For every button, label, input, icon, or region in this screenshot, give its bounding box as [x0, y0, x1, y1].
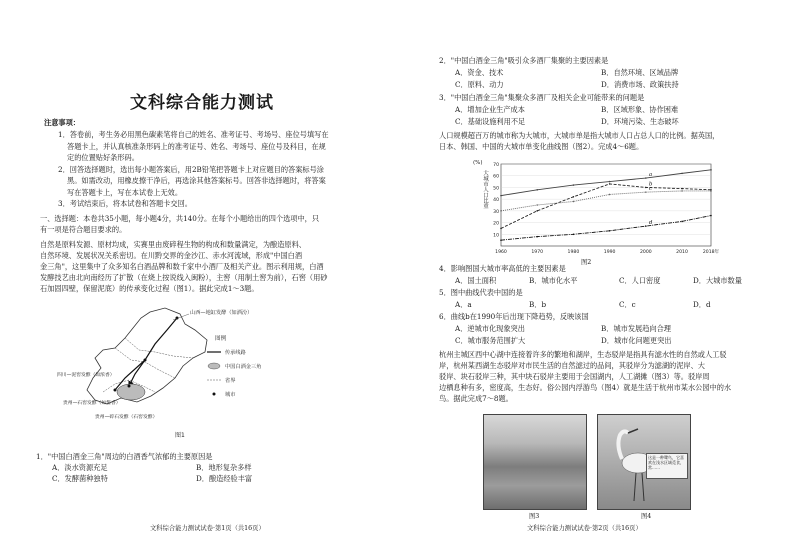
chart-point-c: [573, 201, 575, 203]
notice-line: 黑。如需改动，用橡皮擦干净后，再选涂其他答案标号。回答非选择题时，将答案: [67, 176, 326, 185]
passage-line: 日本、韩国、中国的大城市单变化曲线图（图2）。完成4～6题。: [439, 142, 644, 151]
chart-point-d: [681, 221, 683, 223]
chart-y-axis-unit: (%): [473, 160, 483, 166]
q4-option-c: C．人口密度: [619, 276, 661, 285]
q3-stem: 3．"中国白酒金三角"集聚众多酒厂及相关企业可能带来的问题是: [439, 93, 645, 102]
q6-option-d: D．城市化问题更突出: [601, 336, 672, 345]
passage-line: 自然是原料发源、原材均成，实赛里由废碎程生物的构成和数量满定，为酿造原料、: [40, 240, 306, 249]
passage-line: 金三角"，这里集中了众多知名白酒品牌和数千家中小酒厂及相关产业。图示利用规，白酒: [40, 262, 324, 271]
chart-x-tick-label: 2018年: [702, 250, 720, 255]
passage-line: 鸟。据此完成7～8题。: [439, 394, 513, 403]
chart-point-a: [710, 169, 712, 171]
chart-x-tick-label: 2000: [639, 250, 652, 255]
passage-line: 杭州主城区西中心湖中连接着许多的繁地和湖岸，生态驳岸是指具有滤水性的自然或人工驳: [439, 350, 727, 359]
chart-plot-frame: [501, 164, 711, 246]
passage-line: 边栖息种有多，密度高，生态好。俗公园内浮游鸟（图4）就是生活于杭州市某水公园中的水: [439, 383, 732, 392]
chart-point-d: [500, 239, 502, 241]
map-legend-triangle: 中国白酒金三角: [225, 364, 262, 370]
chart-y-tick-label: 50: [493, 186, 499, 192]
notice-line: 3．考试结束后，将本试卷和答题卡交回。: [58, 199, 192, 208]
q3-option-d: D．环境污染、生态破坏: [601, 117, 679, 126]
chart-point-b: [645, 187, 647, 189]
q3-option-c: C．基础设施利用不足: [455, 117, 526, 126]
photo-figure-3-lake-shore: [483, 414, 587, 510]
chart-point-b: [500, 228, 502, 230]
chart-point-a: [645, 177, 647, 179]
map-label-guizhou-south: 贵州—碎石发酵（石窖发酵）: [95, 415, 158, 420]
notice-line: 2．回答选择题时，选出每小题答案后，用2B铅笔把答题卡上对应题目的答案标号涂: [58, 164, 324, 174]
chart-point-c: [710, 190, 712, 192]
chart-x-tick-label: 1960: [495, 250, 507, 255]
figure-4-caption: 图4: [641, 513, 652, 520]
figure-1-caption: 图1: [175, 432, 185, 439]
chart-point-a: [681, 173, 683, 175]
chart-y-tick-label: 60: [493, 174, 499, 180]
q5-option-b: B．b: [529, 300, 547, 309]
map-label-mud: 四川—泥窖发酵（如浓香）: [57, 373, 115, 378]
chart-series-label-a: a: [648, 172, 653, 179]
map-label-stone: 贵州—石窖发酵（如酱香）: [63, 401, 121, 406]
q2-stem: 2．"中国白酒金三角"吸引众多酒厂集聚的主要因素是: [439, 56, 609, 65]
chart-point-d: [573, 233, 575, 235]
chart-x-tick-label: 2010: [676, 250, 688, 255]
chart-series-label-d: d: [648, 220, 653, 227]
passage-line: 自然环境、发展状况关系密切。在川黔交界的金沙江、赤水河流域，形成"中国白酒: [40, 251, 303, 260]
chart-y-axis-label: 大城市人口比重: [482, 170, 488, 209]
chart-point-a: [609, 181, 611, 183]
footer-left: 文科综合能力测试试卷·第1页（共16页）: [150, 525, 265, 532]
chart-point-d: [645, 225, 647, 227]
q4-option-a: A．国土面积: [455, 276, 497, 285]
passage-line: 石加固四壁，保留泥底）的传承变化过程（图1）。据此完成1～3题。: [40, 284, 259, 293]
chart-point-b: [536, 210, 538, 212]
chart-series-a-line: [501, 170, 711, 196]
map-legend-title: 图例: [215, 336, 227, 342]
chart-point-b: [609, 183, 611, 185]
chart-point-b: [573, 196, 575, 198]
figure-3-caption: 图3: [529, 513, 540, 520]
chart-point-d: [536, 236, 538, 238]
map-legend-border: 省界: [225, 378, 236, 384]
q2-option-a: A．资金、技术: [455, 68, 504, 77]
chart-y-tick-label: 40: [493, 198, 499, 204]
figure-2-caption: 图2: [581, 259, 592, 266]
photo-figure-4-wading-bird: [597, 414, 691, 510]
chart-point-b: [681, 188, 683, 190]
chart-point-c: [500, 210, 502, 212]
passage-line: 岸，杭州某西湖生态驳岸对市民生活的自然滤过的品间，其驳岸分为滤湖的泥岸、大: [439, 361, 705, 370]
q6-option-b: B．城市发展趋向合理: [601, 324, 671, 333]
chart-x-tick-label: 1990: [603, 250, 616, 255]
q2-option-b: B．自然环境、区域品牌: [601, 68, 679, 77]
page-title: 文科综合能力测试: [130, 93, 274, 113]
q5-option-d: D．d: [693, 300, 711, 309]
q2-option-d: D．消费市场、政策扶持: [601, 80, 679, 89]
q3-option-b: B．区域形象、协作困难: [601, 105, 679, 114]
map-legend-route: 传承线路: [225, 350, 246, 356]
notice-heading: 注意事项：: [44, 118, 80, 127]
section-line: 一、选择题：本卷共35小题，每小题4分，共140分。在每个小题给出的四个选项中，只: [40, 214, 320, 223]
q5-option-a: A．a: [455, 300, 472, 309]
chart-y-tick-label: 20: [493, 221, 499, 227]
map-figure-1: [55, 300, 305, 440]
chart-figure-2: [471, 156, 721, 256]
q6-stem: 6．曲线b在1990年后出现下降趋势，反映该国: [439, 312, 589, 321]
section-line: 有一项是符合题目要求的。: [40, 225, 127, 234]
passage-line: 发酵技艺由北向南经历了扩散（在烧上按说线入闽粉），主窖（用制土窖为前），石窖（用砂: [40, 273, 328, 282]
chart-y-tick-label: 30: [493, 209, 499, 215]
chart-point-c: [536, 204, 538, 206]
footer-right: 文科综合能力测试试卷·第2页（共16页）: [527, 525, 642, 532]
chart-point-a: [500, 195, 502, 197]
q5-stem: 5．图中曲线代表中国的是: [439, 288, 523, 297]
q4-option-b: B．城市化水平: [529, 276, 578, 285]
chart-x-tick-label: 1980: [567, 250, 580, 255]
passage-line: 驳岸、块石驳岸三种，其中块石驳岸主要用于会国湖内，人工湖摊（图3）等。驳岸周: [439, 372, 710, 381]
q1-option-d: D．酿造经验丰富: [196, 474, 253, 483]
q1-option-c: C．发酵菌种独特: [52, 474, 108, 483]
chart-x-tick-label: 1970: [531, 250, 544, 255]
chart-point-a: [536, 189, 538, 191]
page-right: [397, 0, 794, 550]
notice-line: 1．答卷前，考生务必用黑色碳素笔将自己的姓名、准考证号、考场号、座位号填写在: [58, 130, 329, 139]
chart-series-label-b: b: [648, 181, 653, 188]
q6-option-a: A．逆城市化现象突出: [455, 324, 525, 333]
q3-option-a: A．增加企业生产成本: [455, 105, 525, 114]
chart-point-c: [681, 190, 683, 192]
q5-option-c: C．c: [619, 300, 636, 309]
map-label-north: 山西—地缸发酵（如酒汾）: [190, 310, 253, 316]
q4-stem: 4．影响图国大城市率高低的主要因素是: [439, 264, 566, 273]
map-legend-city: 城市: [225, 392, 236, 398]
q2-option-c: C．原料、动力: [455, 80, 504, 89]
chart-series-label-c: c: [648, 186, 652, 193]
chart-point-d: [609, 230, 611, 232]
notice-line: 写在答题卡上，写在本试卷上无效。: [67, 187, 183, 197]
q1-option-a: A．淡水资源充足: [52, 463, 108, 472]
chart-point-c: [645, 191, 647, 193]
q6-option-c: C．城市服务范围扩大: [455, 336, 526, 345]
notice-line: 答题卡上，并认真核准条形码上的准考证号、姓名、考场号、座位号及科目，在规: [67, 141, 326, 151]
figure-4-note: 这是一种鹭鸟，它喜欢在浅水区域觅食，常……: [646, 453, 688, 479]
chart-series-d-line: [501, 216, 711, 241]
chart-series-c-line: [501, 191, 711, 211]
chart-y-tick-label: 70: [493, 163, 499, 168]
chart-point-a: [573, 184, 575, 186]
notice-line: 定的位置贴好条形码。: [67, 153, 139, 162]
chart-point-c: [609, 194, 611, 196]
chart-point-d: [710, 215, 712, 217]
q1-option-b: B．地形复杂多样: [196, 463, 252, 472]
chart-y-tick-label: 10: [493, 233, 499, 239]
q1-stem: 1．"中国白酒金三角"周边的白酒香气浓郁的主要原因是: [36, 452, 213, 461]
q4-option-d: D．大城市数量: [693, 276, 742, 285]
passage-line: 人口规模超百万的城市称为大城市，大城市单是指大城市人口占总人口的比例。据英国，: [439, 131, 720, 140]
